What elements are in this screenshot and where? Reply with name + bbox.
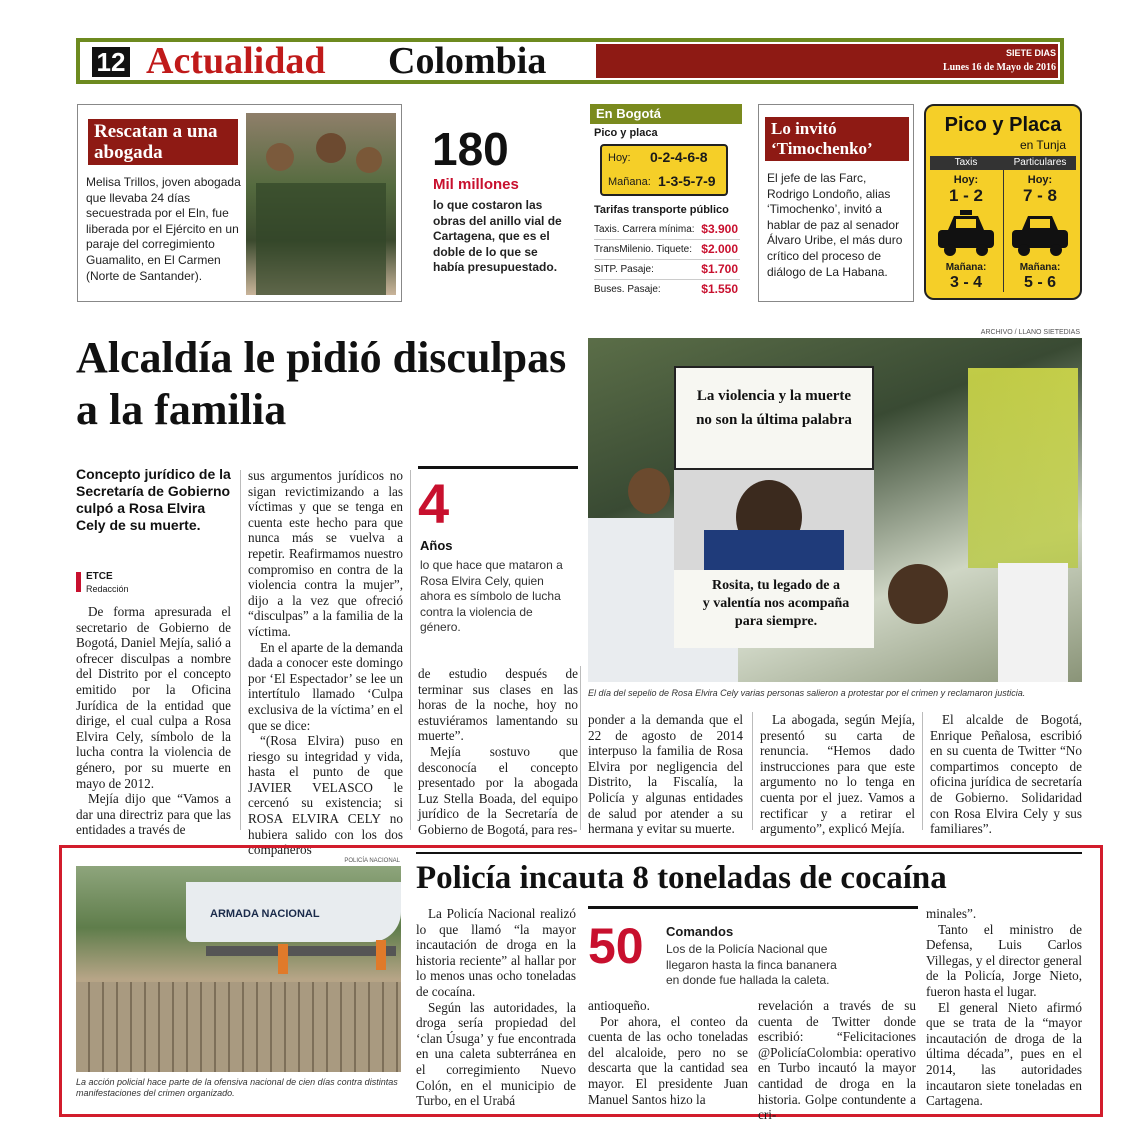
protest-banner	[674, 570, 874, 648]
bogota-box	[590, 104, 742, 300]
paragraph: Tanto el ministro de Defensa, Luis Carlos Villegas, y el director general de la Policía, Jorge Nieto, fueron hasta el lugar.	[926, 921, 1082, 999]
pico-plate	[600, 144, 728, 196]
tunja-taxis-manana-label: Mañana:	[945, 262, 987, 273]
paragraph: de estudio después de terminar sus clases en las horas de la noche, hoy no estuviéramos lamentando su muerte”.	[418, 666, 578, 744]
pico-tomorrow-value: 1-3-5-7-9	[658, 173, 716, 189]
tunja-particulares-hoy-label: Hoy:	[1027, 174, 1053, 186]
brief-180	[420, 104, 570, 302]
paragraph: Mejía sostuvo que desconocía el concepto presentado por la abogada Luz Stella Boada, del equipo jurídico de la Secretaría de Gobierno de Bogotá, para res-	[418, 743, 578, 837]
pico-title: Pico y placa	[594, 127, 658, 139]
fare-row	[594, 262, 740, 280]
fares-title: Tarifas transporte público	[594, 204, 729, 216]
fare-row	[594, 282, 740, 300]
fare-row	[594, 242, 740, 260]
paragraph: minales”.	[926, 906, 977, 921]
pico-today-label: Hoy:	[608, 152, 631, 164]
tunja-particulares-label: Particulares	[1013, 157, 1067, 168]
main-photo	[588, 338, 1082, 682]
main-lead: Concepto jurídico de la Secretaría de Gobierno culpó a Rosa Elvira Cely de su muerte.	[76, 466, 231, 533]
car-icon	[1008, 210, 1072, 258]
stat-4	[418, 466, 578, 646]
paragraph: ponder a la demanda que el 22 de agosto de 2014 interpuso la familia de Rosa Elvira por negligencia del Distrito, la Fiscalía, la Policía y algunas entidades de salud por atender a su hermana y evitar su muerte.	[588, 712, 743, 837]
brief-180-number: 180	[432, 123, 509, 175]
paragraph: El alcalde de Bogotá, Enrique Peñalosa, escribió en su cuenta de Twitter “No compartimos concepto de oficina jurídica de secretaría de Gobierno. Solidaridad con Rosa Elvira Cely y sus familiares”.	[930, 712, 1082, 837]
main-column-1	[76, 604, 231, 838]
paragraph: De forma apresurada el secretario de Gobierno de Bogotá, Daniel Mejía, salió a ofrecer disculpas a nombre del Distrito por el concepto emitido por la Oficina Jurídica de la entidad que dirige, el cual culpa a Rosa Elvira Cely, símbolo de la lucha contra la violencia de género, por su muerte en mayo de 2012.	[76, 604, 231, 791]
cocaine-column-1	[416, 906, 576, 1109]
brief-timochenko-title: Lo invitó ‘Timochenko’	[765, 117, 909, 161]
cocaine-headline-rule	[416, 852, 1082, 854]
tunja-box	[924, 104, 1082, 300]
paragraph: sus argumentos jurídicos no sigan revictimizando a las víctimas y que se tenga en cuenta este hecho para que nunca más se vuelva a repetir. Reafirmamos nuestro compromiso en contra de la violencia contra la mujer”, dijo a la vez que ofreció “disculpas” a la familia de la víctima.	[248, 468, 403, 639]
paragraph: La Policía Nacional realizó lo que llamó “la mayor incautación de droga en la historia reciente” al hallar por lo menos unas ocho toneladas de cocaína.	[416, 906, 576, 999]
paragraph: La abogada, según Mejía, presentó su carta de renuncia. “Hemos dado instrucciones para que este argumento no lo tenga en cuenta por el juez. Vamos a rectificar y a retirar el argumento”, explicó Mejía.	[760, 712, 915, 837]
paragraph: antioqueño.	[588, 998, 650, 1013]
tunja-taxis-manana: 3 - 4	[949, 274, 982, 291]
page-number: 12	[92, 47, 130, 77]
paragraph: En el aparte de la demanda dada a conocer este domingo por ‘El Espectador’ se lee un intertítulo llamado ‘Culpa exclusiva de la víctima’ en el que se dice:	[248, 639, 403, 733]
brief-abogada-title: Rescatan a una abogada	[88, 119, 238, 165]
fare-label: Taxis. Carrera mínima:	[594, 224, 695, 235]
boat	[186, 882, 401, 942]
tunja-particulares-hoy: 7 - 8	[1022, 186, 1058, 205]
brief-timochenko-body: El jefe de las Farc, Rodrigo Londoño, alias ‘Timochenko’, invitó a hablar de paz al senador Álvaro Uribe, el más duro crítico del proceso de diálogo de La Habana.	[767, 171, 903, 279]
main-column-4	[588, 712, 743, 837]
byline-role: Redacción	[86, 584, 129, 594]
paragraph: Por ahora, el conteo da cuenta de las ocho toneladas del alcaloide, pero no se descarta que la cantidad sea mayor. El presidente Juan Manuel Santos hizo la	[588, 1013, 748, 1107]
main-column-6	[930, 712, 1082, 837]
main-photo-caption: El día del sepelio de Rosa Elvira Cely varias personas salieron a protestar por el crimen y reclamaron justicia.	[588, 688, 1026, 698]
fare-label: SITP. Pasaje:	[594, 264, 654, 275]
tunja-subtitle: en Tunja	[1019, 138, 1066, 152]
tunja-taxis-hoy: 1 - 2	[948, 186, 984, 205]
fare-value: $2.000	[701, 242, 738, 256]
banner-line-3: para siempre.	[734, 614, 818, 629]
issue-date: Lunes 16 de Mayo de 2016	[942, 62, 1056, 73]
masthead	[76, 38, 1064, 84]
stat-50-unit: Comandos	[666, 924, 734, 939]
cocaine-headline: Policía incauta 8 toneladas de cocaína	[416, 860, 947, 896]
brief-abogada-photo	[246, 113, 396, 295]
taxi-icon	[934, 210, 998, 258]
cocaine-column-4	[926, 906, 1082, 1109]
fare-value: $1.700	[701, 262, 738, 276]
tunja-taxis-hoy-label: Hoy:	[953, 174, 979, 186]
main-column-3	[418, 666, 578, 838]
byline-marker	[76, 572, 81, 592]
brief-180-body: lo que costaron las obras del anillo vial de Cartagena, que es el doble de lo que se había presupuestado.	[433, 198, 562, 275]
brief-timochenko	[758, 104, 914, 302]
stat-50-number: 50	[588, 918, 644, 974]
stat-4-text: lo que hace que mataron a Rosa Elvira Cely, quien ahora es símbolo de lucha contra la violencia de género.	[420, 558, 563, 635]
protest-sign	[674, 366, 874, 470]
sign-line-2: no son la última palabra	[696, 412, 852, 428]
bogota-tag: En Bogotá	[590, 104, 742, 124]
stat-4-unit: Años	[420, 538, 453, 553]
section-title-red: Actualidad	[146, 40, 326, 82]
fare-value: $1.550	[701, 282, 738, 296]
main-column-2	[248, 468, 403, 858]
fare-value: $3.900	[701, 222, 738, 236]
paragraph: Mejía dijo que “Vamos a dar una directriz para que las entidades a través de	[76, 791, 231, 838]
main-headline: Alcaldía le pidió disculpas a la familia	[76, 333, 567, 434]
fare-label: Buses. Pasaje:	[594, 284, 661, 295]
tunja-title: Pico y Placa	[944, 114, 1062, 136]
banner-line-1: Rosita, tu legado de a	[712, 578, 840, 593]
tunja-particulares-manana: 5 - 6	[1023, 274, 1056, 291]
stat-50	[588, 906, 918, 996]
brief-180-unit: Mil millones	[433, 176, 519, 193]
main-column-5	[760, 712, 915, 837]
stat-4-number: 4	[418, 472, 450, 535]
section-title-black: Colombia	[388, 40, 547, 82]
main-photo-credit: ARCHIVO / LLANO SIETEDIAS	[980, 329, 1080, 336]
cocaine-column-2	[588, 998, 748, 1107]
sign-line-1: La violencia y la muerte	[696, 388, 852, 404]
byline-author: ETCE	[86, 571, 113, 582]
paragraph: revelación a través de su cuenta de Twitter donde escribió: “Felicitaciones @PolicíaColombia: operativo en Turbo incautó la mayor cantidad de droga en la historia. Golpe contundente a cri-	[758, 998, 916, 1123]
brief-abogada	[77, 104, 402, 302]
cocaine-photo-caption: La acción policial hace parte de la ofensiva nacional de cien días contra distintas manifestaciones del crimen organizado.	[76, 1077, 398, 1098]
stat-50-text: Los de la Policía Nacional que llegaron hasta la finca bananera en donde fue hallada la caleta.	[666, 942, 837, 988]
pico-today-value: 0-2-4-6-8	[650, 149, 708, 165]
cocaine-photo-credit: POLICÍA NACIONAL	[344, 858, 400, 864]
tunja-taxis-label: Taxis	[954, 157, 978, 168]
paragraph: Según las autoridades, la droga sería propiedad del ‘clan Úsuga’ y fue encontrada en una caleta subterránea en el corregimiento Nuevo Colón, en el municipio de Turbo, en el Urabá	[416, 999, 576, 1109]
banner-line-2: y valentía nos acompaña	[702, 596, 850, 611]
pico-tomorrow-label: Mañana:	[608, 176, 651, 188]
paragraph: “(Rosa Elvira) puso en riesgo su integridad y vida, hasta el punto de que JAVIER VELASCO le cercenó su existencia; si ROSA ELVIRA CELY no hubiera salido con los dos compañeros	[248, 733, 403, 858]
paragraph: El general Nieto afirmó que se trata de la “mayor incautación de droga de la última década”, pues en el 2014, las autoridades incautaron siete toneladas en Cartagena.	[926, 999, 1082, 1109]
tunja-particulares-manana-label: Mañana:	[1019, 262, 1061, 273]
brand-name: SIETE DIAS	[1005, 48, 1056, 58]
brief-abogada-body: Melisa Trillos, joven abogada que llevaba 24 días secuestrada por el Eln, fue liberada por el Ejército en un paraje del corregimiento Guamalito, en El Carmen (Norte de Santander).	[86, 175, 241, 283]
fare-row	[594, 222, 740, 240]
cocaine-photo	[76, 866, 401, 1072]
fare-label: TransMilenio. Tiquete:	[594, 244, 693, 255]
boat-label: ARMADA NACIONAL	[210, 908, 320, 920]
cocaine-column-3	[758, 998, 916, 1123]
